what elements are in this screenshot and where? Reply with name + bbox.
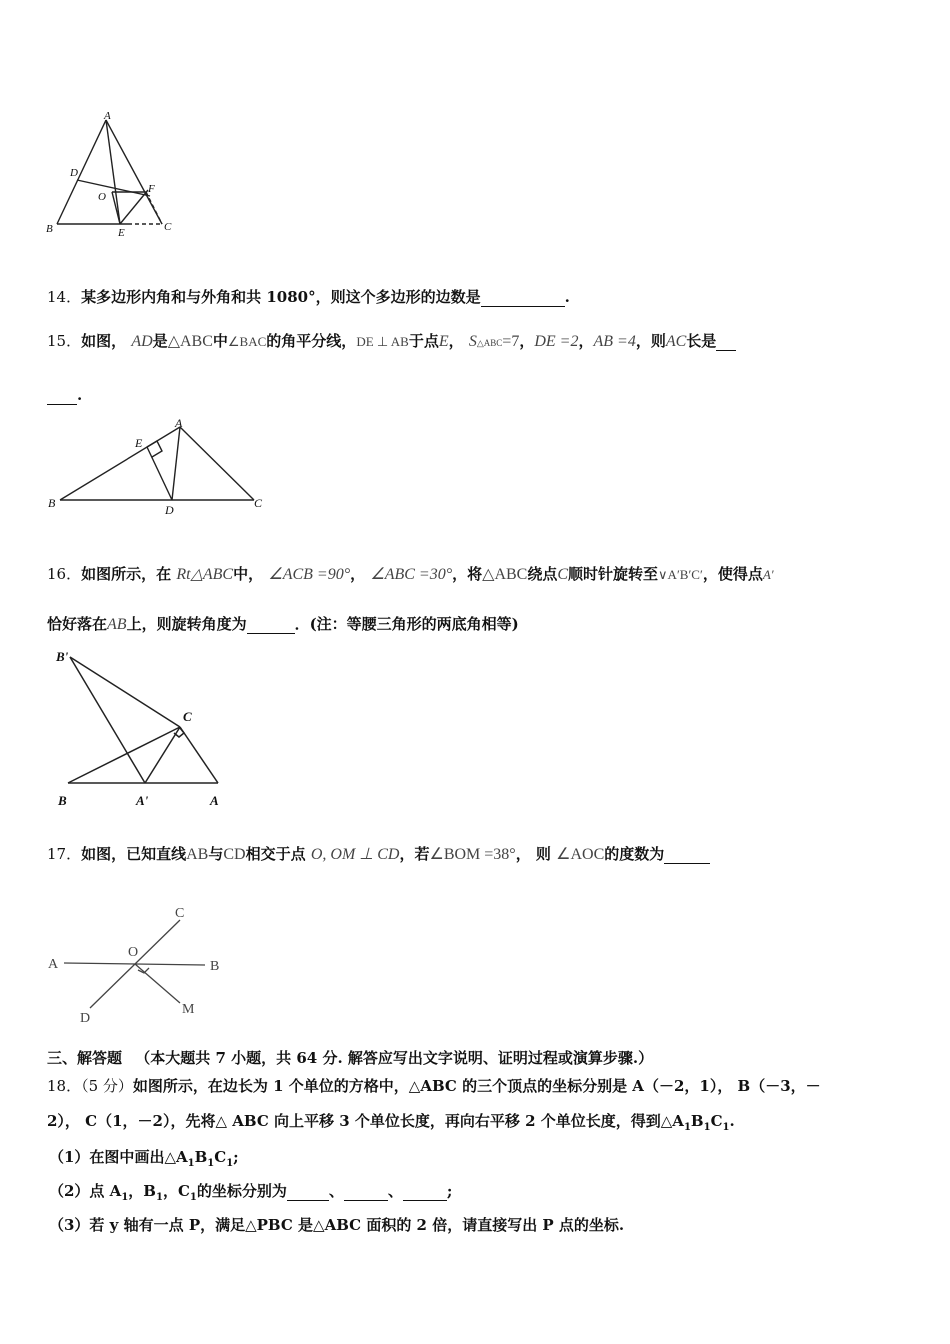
text: 与 [208, 845, 224, 863]
period: . [77, 386, 83, 404]
answer-blank [481, 288, 565, 307]
text: （2）点 A [49, 1182, 122, 1200]
text: （1）在图中画出△A [49, 1148, 188, 1166]
math-O-OM-perp-CD: O, OM ⊥ CD [310, 846, 400, 863]
label-B: B [58, 793, 67, 808]
figure-triangle-13 [40, 110, 190, 240]
question-number: 16． [47, 565, 82, 583]
math-rt-triangle: Rt△ABC [176, 566, 234, 583]
text: C [710, 1112, 723, 1130]
math-E: E [438, 333, 449, 350]
text: 相交于点 [245, 845, 306, 863]
subscript: 1 [703, 1122, 711, 1133]
question-text: 某多边形内角和与外角和共 1080°，则这个多边形的边数是 [81, 288, 481, 306]
math-AB: AB [107, 616, 127, 633]
label-A: A [48, 957, 59, 972]
answer-blank-2 [344, 1182, 388, 1201]
subscript: 1 [683, 1122, 691, 1133]
subscript: 1 [155, 1192, 163, 1203]
text: 于点 [408, 332, 439, 350]
section-3-header [47, 1047, 653, 1068]
text: 中 [212, 332, 228, 350]
label-D: D [165, 503, 174, 517]
question-number: 18． [47, 1077, 82, 1095]
figure-lines-17 [40, 900, 240, 1030]
answer-blank-3 [403, 1182, 447, 1201]
label-B: B [46, 223, 53, 235]
section-title: 三、解答题 [47, 1049, 123, 1067]
text: ， [448, 332, 464, 350]
math-CD: CD [223, 846, 246, 863]
question-18-part1 [49, 1146, 239, 1169]
text: ．(注：等腰三角形的两底角相等) [294, 615, 519, 633]
label-O: O [98, 191, 106, 203]
label-A: A [104, 110, 111, 122]
text: 如图所示，在边长为 1 个单位的方格中，△ABC 的三个顶点的坐标分别是 A（－2，1）， B（－3，－ [132, 1077, 821, 1095]
text: 如图所示，在 [81, 565, 172, 583]
text: 中， [233, 565, 264, 583]
math-angle-acb: ∠ACB =90° [268, 566, 351, 583]
subscript: 1 [189, 1192, 197, 1203]
text: 恰好落在 [47, 615, 108, 633]
label-E: E [118, 227, 125, 239]
math-AB: AB =4 [593, 333, 636, 350]
math-S-subscript: △ABC [476, 338, 503, 348]
text: ， [578, 332, 594, 350]
text: ，将 [452, 565, 483, 583]
text: （3）若 y 轴有一点 P，满足△PBC 是△ABC 面积的 2 倍，请直接写出 P 点的坐标. [49, 1216, 625, 1234]
math-triangle: △ABC [482, 566, 528, 583]
question-score: （5 分） [81, 1077, 133, 1095]
text: ; [233, 1148, 239, 1166]
subscript: 1 [207, 1158, 215, 1169]
label-B: B [48, 496, 56, 510]
math-S-value: =7 [502, 333, 520, 350]
text: 绕点 [527, 565, 558, 583]
math-C: C [557, 566, 569, 583]
math-AD: AD [131, 333, 153, 350]
math-angle: ∠BAC [227, 334, 267, 349]
text: B [194, 1148, 208, 1166]
question-14 [47, 286, 570, 307]
text: ， [519, 332, 535, 350]
label-B: B [210, 959, 220, 974]
math-angle-aoc: ∠AOC [556, 846, 605, 863]
text: 的角平分线， [266, 332, 357, 350]
text: B [690, 1112, 704, 1130]
label-E: E [135, 436, 143, 450]
math-perp: DE ⊥ AB [356, 334, 409, 349]
label-A: A [175, 416, 183, 430]
text: 顺时针旋转至 [568, 565, 659, 583]
label-F: F [148, 183, 155, 195]
text: 是 [152, 332, 168, 350]
answer-blank [247, 615, 295, 634]
text: ，若 [399, 845, 430, 863]
subscript: 1 [722, 1122, 730, 1133]
label-C: C [183, 709, 192, 724]
question-18 [47, 1075, 821, 1096]
text: C [214, 1148, 227, 1166]
figure-triangle-15 [40, 415, 280, 520]
math-angle-abc: ∠ABC =30° [370, 566, 453, 583]
question-18-part2 [49, 1180, 452, 1203]
math-DE: DE =2 [534, 333, 579, 350]
text: 长是 [686, 332, 717, 350]
question-18-line2 [47, 1110, 735, 1133]
subscript: 1 [187, 1158, 195, 1169]
text: ， 则 [515, 845, 551, 863]
answer-blank-part1 [716, 332, 736, 351]
question-16-cont [47, 613, 519, 634]
subscript: 1 [121, 1192, 129, 1203]
question-number: 14． [47, 288, 82, 306]
text: ，C [162, 1182, 190, 1200]
question-18-part3 [49, 1214, 624, 1235]
label-C: C [164, 221, 172, 233]
question-number: 15． [47, 332, 82, 350]
label-C: C [175, 906, 185, 921]
text: ， [350, 565, 366, 583]
text: ，则 [635, 332, 666, 350]
period: . [564, 288, 570, 306]
label-O: O [128, 945, 139, 960]
subscript: 1 [226, 1158, 234, 1169]
label-B-prime: B' [56, 649, 69, 664]
text: 上，则旋转角度为 [126, 615, 247, 633]
question-15-cont [47, 386, 82, 405]
separator: 、 [387, 1182, 403, 1200]
question-17 [47, 843, 710, 864]
math-S: S [468, 333, 477, 350]
section-description: （本大题共 7 小题，共 64 分. 解答应写出文字说明、证明过程或演算步骤.） [135, 1049, 654, 1067]
text: 如图，已知直线 [81, 845, 187, 863]
label-D: D [80, 1011, 91, 1026]
answer-blank-1 [287, 1182, 329, 1201]
label-A-prime: A' [136, 793, 149, 808]
math-triangle: △ABC [167, 333, 213, 350]
math-rotated-triangle: ∨A′B′C′ [658, 567, 703, 582]
math-A-prime: A′ [762, 567, 774, 582]
figure-rotation-16 [50, 645, 240, 810]
text: 2）， C（1，－2），先将△ ABC 向上平移 3 个单位长度，再向右平移 2 个单位长度，得到△A [47, 1112, 684, 1130]
text: ，B [128, 1182, 156, 1200]
math-angle-bom: ∠BOM =38° [429, 846, 516, 863]
text: ; [446, 1182, 453, 1200]
math-AC: AC [665, 333, 687, 350]
question-15 [47, 330, 736, 351]
text: ，使得点 [702, 565, 763, 583]
label-C: C [254, 496, 263, 510]
answer-blank [664, 845, 710, 864]
text: 的度数为 [604, 845, 665, 863]
separator: 、 [328, 1182, 344, 1200]
answer-blank-part2 [47, 386, 77, 405]
text: . [729, 1112, 735, 1130]
label-M: M [182, 1002, 195, 1017]
text: 如图， [81, 332, 127, 350]
math-AB: AB [186, 846, 209, 863]
label-A: A [210, 793, 219, 808]
label-D: D [70, 167, 78, 179]
question-number: 17． [47, 845, 82, 863]
text: 的坐标分别为 [196, 1182, 287, 1200]
question-16 [47, 563, 774, 584]
